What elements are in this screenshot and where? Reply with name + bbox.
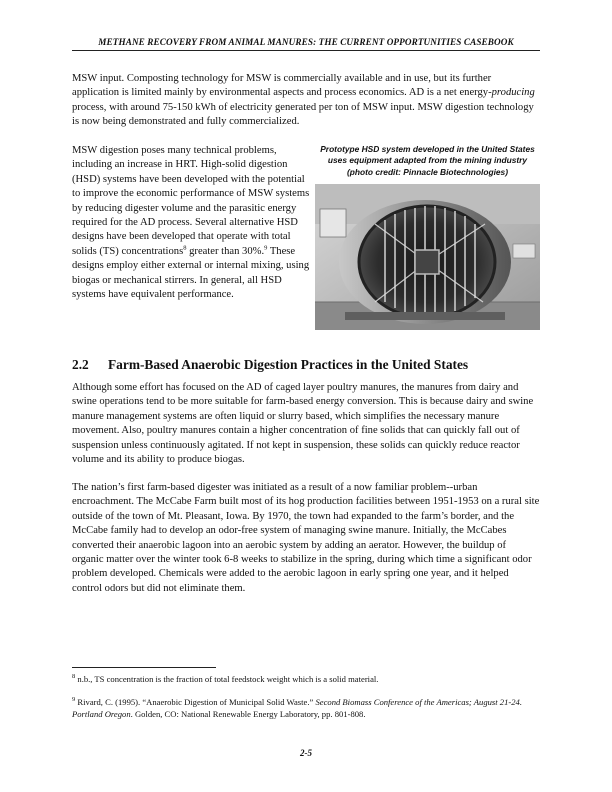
intro-paragraph	[72, 72, 540, 130]
section-title: Farm-Based Anaerobic Digestion Practices in the United States	[108, 357, 469, 372]
page-number: 2-5	[300, 748, 312, 758]
footnote-9-source: Second Biomass Conference of the Americas; August 21-24. Portland Oregon	[72, 697, 523, 719]
running-header: METHANE RECOVERY FROM ANIMAL MANURES: THE CURRENT OPPORTUNITIES CASEBOOK	[98, 37, 514, 47]
figure-caption: Prototype HSD system developed in the United States uses equipment adapted from the mining industry (photo credit: Pinnacle Biotechnologies)	[320, 144, 535, 177]
intro-text-2: process, with around 75-150 kWh of electricity generated per ton of MSW input. MSW digestion technology is now being demonstrated and fully commercialized.	[72, 101, 534, 128]
section-number: 2.2	[72, 357, 89, 372]
header-rule	[72, 50, 540, 51]
footnote-9-tail: . Golden, CO: National Renewable Energy Laboratory, pp. 801-808.	[130, 709, 366, 719]
footnote-mark-8: 8	[72, 673, 76, 681]
footnote-8-text: n.b., TS concentration is the fraction of total feedstock weight which is a solid material.	[75, 674, 379, 684]
footnote-9-text: Rivard, C. (1995). “Anaerobic Digestion of Municipal Solid Waste.”	[75, 697, 316, 707]
body-paragraph-1: Although some effort has focused on the AD of caged layer poultry manures, the manures from dairy and swine operations tend to be more suitable for farm-based energy conversion. This is because dairy and swine manure management systems are often liquid or slurry based, which simplifies the necessary manure movement. Also, poultry manures contain a higher concentration of fine solids that can quickly fall out of suspension unless continuously agitated. If not kept in suspension, these solids can quickly reduce reactor volume and its ability to produce biogas.	[72, 382, 534, 466]
footnote-mark-9: 9	[72, 696, 76, 704]
body-paragraph-2: The nation’s first farm-based digester was initiated as a result of a now familiar problem--urban encroachment. The McCabe Farm built most of its hog production facilities between 1951-1953 on a rural site outside of the town of Mt. Pleasant, Iowa. By 1970, the town had expanded to the farm’s border, and the McCabe family had to develop an odor-free system of managing swine manure. Initially, the McCabes converted their anaerobic lagoon into an aerobic system by adding an aerator. However, the buildup of organic matter over the winter took 6-8 weeks to stabilize in the spring, during which time a significant odor problem developed. Chemicals were added to the aerobic lagoon in early spring one year, and it helped control odors but did not eliminate them.	[72, 482, 540, 594]
footnote-ref-8[interactable]: 8	[183, 244, 187, 252]
hsd-text-3: These designs employ either external or internal mixing, using biogas or mechanical stirrers. In general, all HSD systems have equivalent performance.	[72, 245, 310, 301]
hsd-text-2: greater than 30%.	[186, 245, 265, 257]
hsd-paragraph	[72, 144, 310, 302]
figure	[315, 144, 540, 330]
footnote-9	[72, 696, 540, 720]
footnote-8	[72, 673, 540, 685]
intro-emphasis: producing	[491, 87, 535, 99]
hsd-text-1: MSW digestion poses many technical problems, including an increase in HRT. High-solid digestion (HSD) systems have been developed with the potential to improve the economic performance of MSW systems by reducing digester volume and the parasitic energy required for the AD process. Several alternative HSD designs have been developed that operate with total solids (TS) concentrations	[72, 145, 310, 257]
footnote-rule	[72, 667, 216, 668]
section-heading	[72, 357, 540, 373]
footnote-ref-9[interactable]: 9	[264, 244, 268, 252]
intro-text-1: MSW input. Composting technology for MSW is commercially available and in use, but its further application is limited mainly by environmental aspects and process economics. AD is a net energy-	[72, 73, 492, 99]
hsd-system-photo	[315, 184, 540, 330]
